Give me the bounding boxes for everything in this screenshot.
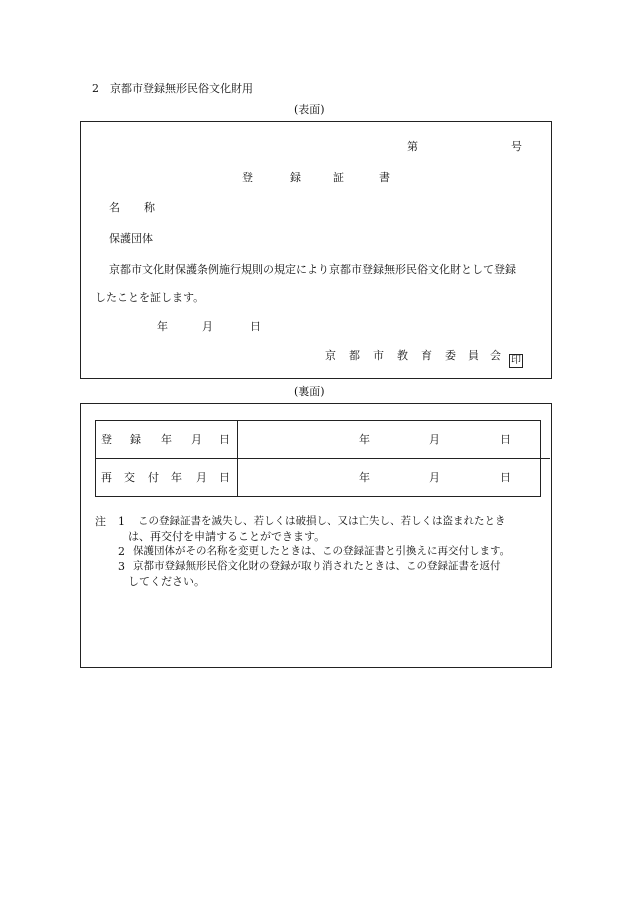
note-text: 京都市登録無形民俗文化財の登録が取り消されたときは、この登録証書を返付 (133, 560, 501, 572)
cert-number-prefix: 第 (407, 140, 418, 153)
date-day: 日 (250, 320, 261, 333)
issuer-char: 員 (468, 349, 479, 362)
notes-prefix: 注 (95, 515, 106, 528)
table-rule (237, 420, 238, 496)
row-label-char: 登 (101, 433, 112, 446)
row-date-day: 日 (500, 471, 511, 484)
row-label-char: 年 (171, 471, 182, 484)
note-text: 保護団体がその名称を変更したときは、この登録証書と引換えに再交付します。 (133, 545, 511, 557)
row-label-char: 録 (130, 433, 141, 446)
body-line-1: 京都市文化財保護条例施行規則の規定により京都市登録無形民俗文化財として登録 (109, 263, 516, 276)
table-rule (95, 420, 96, 496)
cert-title-char: 録 (290, 171, 301, 184)
row-date-month: 月 (429, 433, 440, 446)
row-label-char: 年 (161, 433, 172, 446)
section-title: 京都市登録無形民俗文化財用 (110, 82, 253, 95)
date-month: 月 (202, 320, 213, 333)
row-date-year: 年 (359, 433, 370, 446)
front-label: (表面) (294, 103, 325, 116)
row-label-char: 日 (219, 433, 230, 446)
section-number: 2 (92, 82, 99, 95)
seal-char: 印 (511, 355, 521, 366)
note-number: 2 (118, 545, 125, 558)
issuer-char: 育 (421, 349, 432, 362)
table-rule (95, 420, 541, 421)
date-year: 年 (157, 320, 168, 333)
row-label-char: 再 (101, 471, 112, 484)
row-date-month: 月 (429, 471, 440, 484)
note-number: 1 (118, 515, 125, 528)
note-text: この登録証書を滅失し、若しくは破損し、又は亡失し、若しくは盗まれたとき (138, 515, 506, 527)
issuer-char: 会 (490, 349, 501, 362)
certificate-front (80, 121, 552, 379)
cert-title-char: 証 (333, 171, 344, 184)
note-number: 3 (118, 560, 125, 573)
name-label-char: 名 (109, 201, 120, 214)
row-label-char: 日 (219, 471, 230, 484)
issuer-char: 京 (325, 349, 336, 362)
table-rule (540, 420, 541, 496)
back-label: (裏面) (294, 385, 325, 398)
seal-mark (507, 348, 523, 368)
name-label-char: 称 (144, 201, 155, 214)
row-date-day: 日 (500, 433, 511, 446)
table-rule (95, 458, 550, 459)
issuer-char: 都 (349, 349, 360, 362)
body-line-2: したことを証します。 (95, 291, 205, 304)
cert-title-char: 登 (242, 171, 253, 184)
issuer-char: 委 (445, 349, 456, 362)
row-label-char: 月 (196, 471, 207, 484)
row-label-char: 月 (191, 433, 202, 446)
table-rule (95, 496, 541, 497)
note-text: してください。 (128, 575, 205, 588)
cert-title-char: 書 (379, 171, 390, 184)
row-date-year: 年 (359, 471, 370, 484)
issuer-char: 教 (397, 349, 408, 362)
issuer-char: 市 (373, 349, 384, 362)
cert-number-suffix: 号 (511, 140, 522, 153)
row-label-char: 交 (124, 471, 135, 484)
row-label-char: 付 (148, 471, 159, 484)
group-label: 保護団体 (109, 232, 153, 245)
note-text: は、再交付を申請することができます。 (128, 530, 326, 543)
